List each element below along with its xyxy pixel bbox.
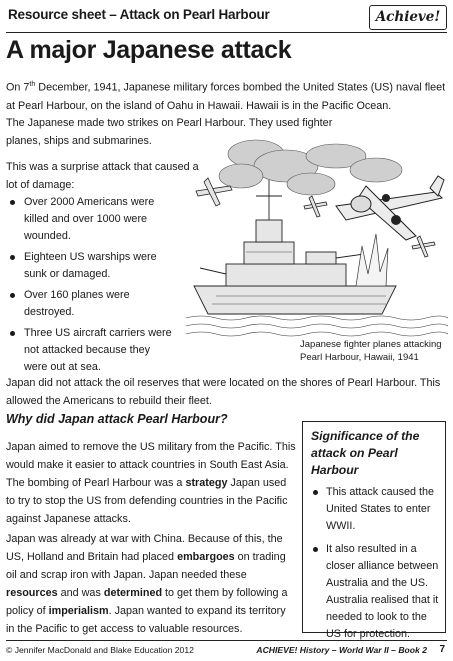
- page-header: [6, 4, 447, 33]
- determined-term: determined: [103, 587, 163, 599]
- why-heading: Why did Japan attack Pearl Harbour?: [6, 412, 228, 426]
- list-item: This attack caused the United States to enter WWII.: [311, 484, 441, 535]
- copyright-text: © Jennifer MacDonald and Blake Education 2012: [6, 645, 194, 655]
- damage-list: [6, 194, 176, 380]
- embargoes-term: embargoes: [177, 551, 235, 563]
- significance-title: Significance of the attack on Pearl Harbour: [311, 429, 420, 477]
- why-paragraph-2: Japan was already at war with China. Because of this, the US, Holland and Britain had placed embargoes on trading oil and scrap iron with Japan. Japan needed these resources and was determined to get them by following a policy of imperialism. Japan wanted to expand its territory in the Pacific to get access to valuable resources.: [6, 533, 288, 635]
- series-text: ACHIEVE! History – World War II – Book 2: [256, 645, 427, 655]
- header-title: Resource sheet – Attack on Pearl Harbour: [8, 7, 270, 22]
- significance-list: [311, 484, 441, 649]
- list-item: It also resulted in a closer alliance between Australia and the US. Australia realised that it needed to look to the US for protection.: [311, 541, 441, 643]
- imperialism-term: imperialism: [48, 605, 109, 617]
- achieve-badge: Achieve!: [369, 5, 447, 30]
- list-item: Three US aircraft carriers were not attacked because they were out at sea.: [6, 325, 176, 376]
- list-item: Over 2000 Americans were killed and over 1000 were wounded.: [6, 194, 176, 245]
- significance-box: [302, 421, 446, 640]
- intro-paragraph-2: The Japanese made two strikes on Pearl Harbour. They used fighter planes, ships and submarines.: [6, 117, 333, 147]
- why-paragraph-1: Japan aimed to remove the US military from the Pacific. This would make it easier to attack countries in South East Asia. The bombing of Pearl Harbour was a strategy Japan used to try to stop the US from defending countries in the Pacific against Japanese attacks.: [6, 441, 296, 525]
- oil-reserves-paragraph: Japan did not attack the oil reserves that were located on the shores of Pearl Harbour. This allowed the Americans to rebuild their fleet.: [6, 377, 441, 407]
- pearl-harbour-illustration: [186, 136, 448, 338]
- list-item: Eighteen US warships were sunk or damaged.: [6, 249, 176, 283]
- page-title: A major Japanese attack: [6, 36, 292, 64]
- resources-term: resources: [6, 587, 58, 599]
- illustration-caption: Japanese fighter planes attacking Pearl Harbour, Hawaii, 1941: [300, 339, 442, 363]
- intro-paragraph-1: On 7th December, 1941, Japanese military forces bombed the United States (US) naval fleet at Pearl Harbour, on the island of Oahu in Hawaii. Hawaii is in the Pacific Ocean.: [6, 81, 446, 112]
- intro-paragraph-3: This was a surprise attack that caused a lot of damage:: [6, 161, 199, 191]
- list-item: Over 160 planes were destroyed.: [6, 287, 176, 321]
- page-number: 7: [439, 644, 445, 655]
- page-footer: [6, 640, 447, 657]
- strategy-term: strategy: [185, 477, 228, 489]
